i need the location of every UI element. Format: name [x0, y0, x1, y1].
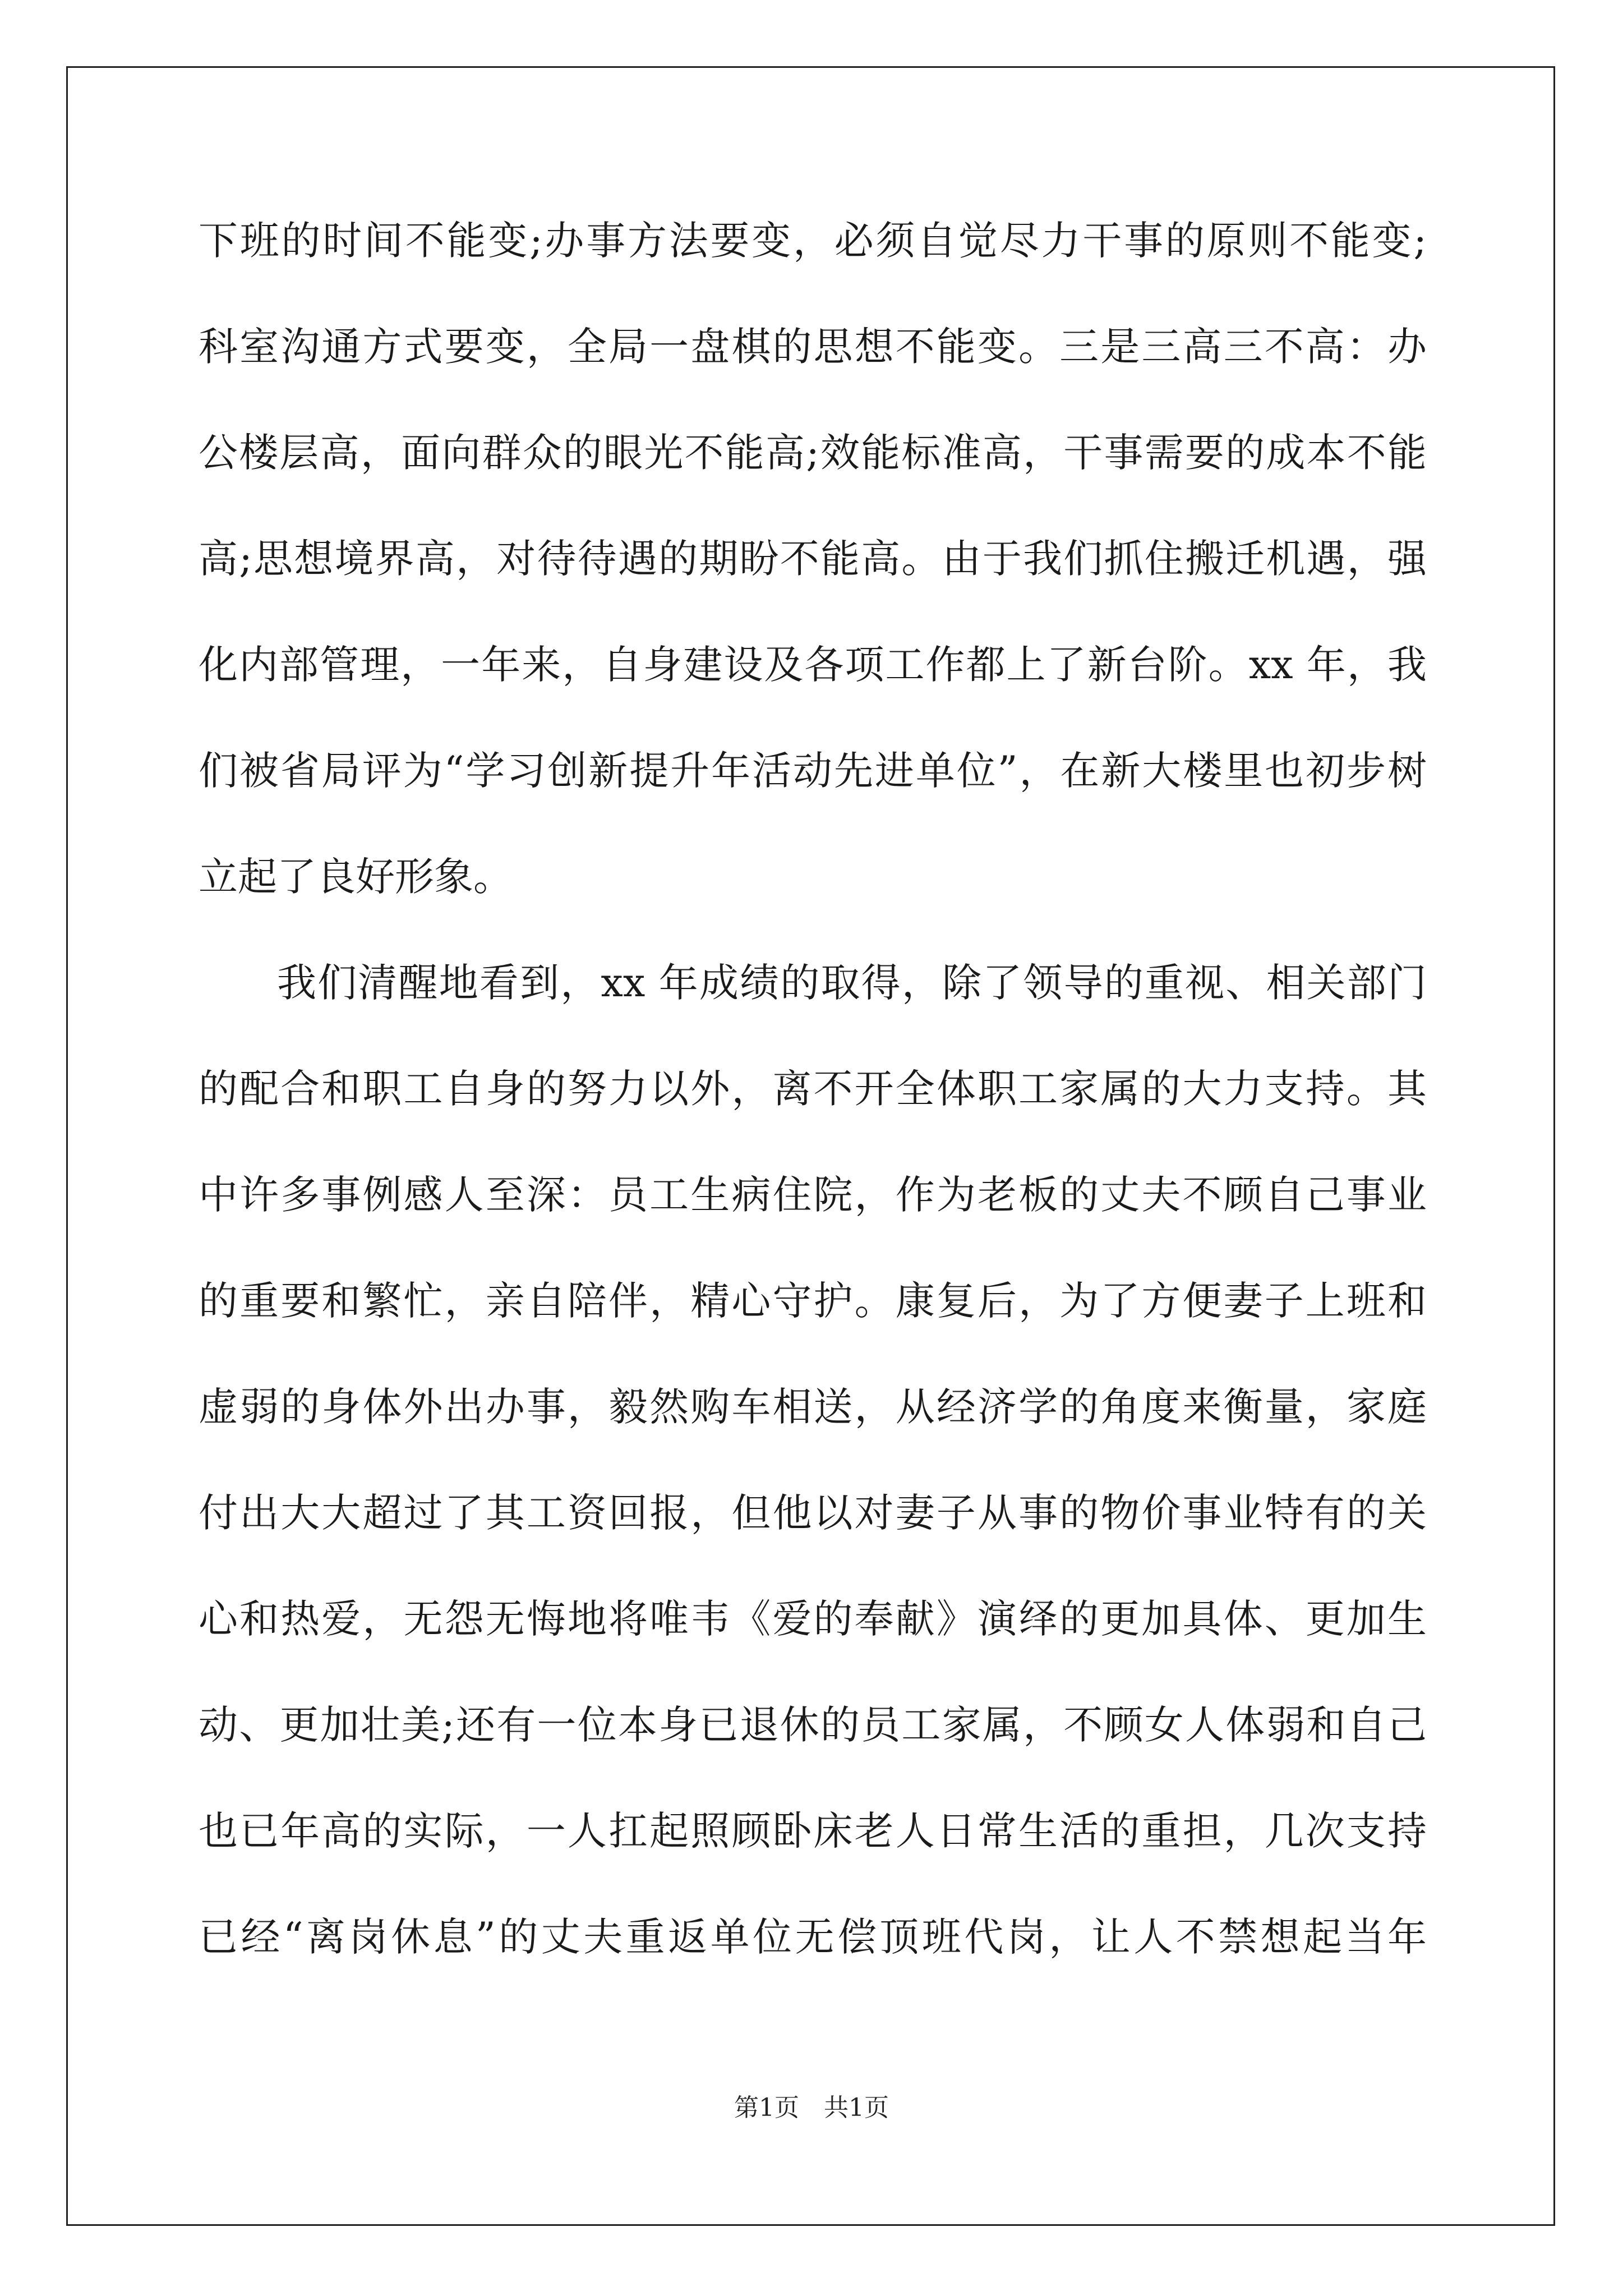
text-line: 下班的时间不能变;办事方法要变，必须自觉尽力干事的原则不能变;	[199, 218, 1427, 264]
text-line: 付出大大超过了其工资回报，但他以对妻子从事的物价事业特有的关	[199, 1490, 1427, 1536]
text-line: 心和热爱，无怨无悔地将唯韦《爱的奉献》演绎的更加具体、更加生	[199, 1596, 1427, 1642]
document-body	[199, 209, 1427, 2011]
text-line: 的重要和繁忙，亲自陪伴，精心守护。康复后，为了方便妻子上班和	[199, 1278, 1427, 1324]
paragraph-1	[199, 209, 1427, 951]
text-line: 科室沟通方式要变，全局一盘棋的思想不能变。三是三高三不高：办	[199, 324, 1427, 370]
text-line: 我们清醒地看到，xx 年成绩的取得，除了领导的重视、相关部门	[277, 960, 1427, 1006]
text-line: 虚弱的身体外出办事，毅然购车相送，从经济学的角度来衡量，家庭	[199, 1384, 1427, 1430]
text-line: 立起了良好形象。	[199, 854, 513, 900]
text-line: 们被省局评为“学习创新提升年活动先进单位”，在新大楼里也初步树	[199, 748, 1427, 794]
text-line: 公楼层高，面向群众的眼光不能高;效能标准高，干事需要的成本不能	[199, 430, 1427, 476]
page-number-footer: 第1页 共1页	[734, 2093, 889, 2122]
text-line: 高;思想境界高，对待待遇的期盼不能高。由于我们抓住搬迁机遇，强	[199, 536, 1427, 582]
text-line: 也已年高的实际，一人扛起照顾卧床老人日常生活的重担，几次支持	[199, 1808, 1427, 1854]
text-line: 中许多事例感人至深：员工生病住院，作为老板的丈夫不顾自己事业	[199, 1172, 1427, 1218]
text-line: 化内部管理，一年来，自身建设及各项工作都上了新台阶。xx 年，我	[199, 642, 1427, 688]
text-line: 动、更加壮美;还有一位本身已退休的员工家属，不顾女人体弱和自己	[199, 1702, 1427, 1748]
text-line: 已经“离岗休息”的丈夫重返单位无偿顶班代岗，让人不禁想起当年	[199, 1914, 1427, 1960]
text-line: 的配合和职工自身的努力以外，离不开全体职工家属的大力支持。其	[199, 1066, 1427, 1112]
paragraph-2	[199, 951, 1427, 2011]
